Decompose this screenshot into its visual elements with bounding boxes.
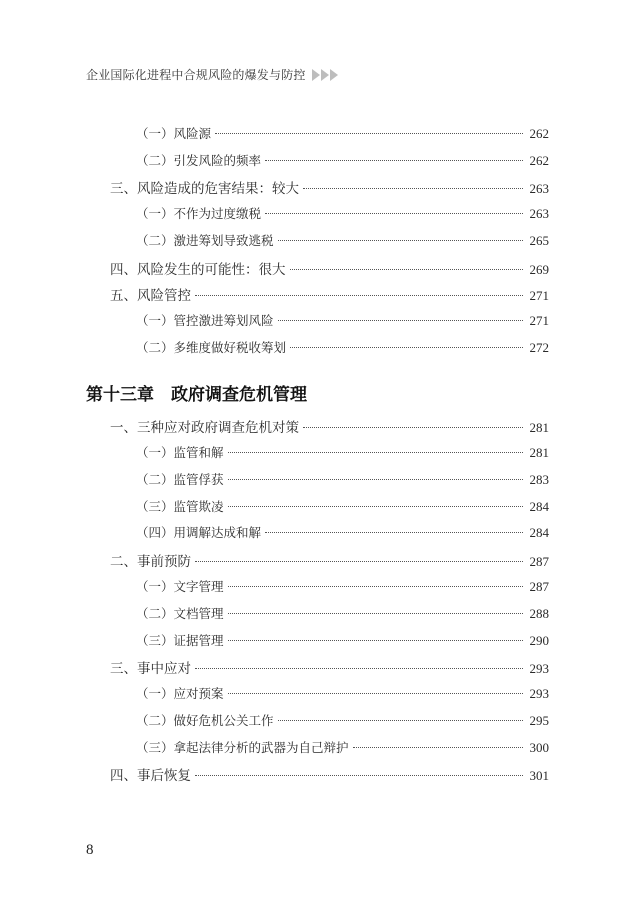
dot-leader (195, 668, 523, 669)
toc-entry[interactable] (136, 523, 549, 541)
toc-entry-label: （三）监管欺凌 (136, 499, 224, 514)
toc-entry-label: （二）做好危机公关工作 (136, 713, 274, 728)
dot-leader (195, 561, 523, 562)
toc-entry-label: 四、事后恢复 (110, 768, 191, 784)
toc-entry[interactable] (110, 177, 549, 197)
toc-entry[interactable] (136, 338, 549, 356)
toc-entry-label: （二）监管俘获 (136, 472, 224, 487)
toc-entry[interactable] (136, 443, 549, 461)
toc-entry[interactable] (136, 631, 549, 649)
toc-entry-page: 290 (529, 633, 549, 648)
dot-leader (278, 320, 523, 321)
toc-entry-page: 287 (529, 579, 549, 594)
toc-entry[interactable] (136, 124, 549, 142)
toc-entry-page: 271 (529, 288, 549, 303)
dot-leader (228, 506, 523, 507)
toc-entry[interactable] (136, 738, 549, 756)
dot-leader (278, 720, 523, 721)
page-number: 8 (86, 842, 94, 858)
toc-entry[interactable] (136, 577, 549, 595)
toc-entry-label: （二）文档管理 (136, 606, 224, 621)
toc-entry[interactable] (136, 711, 549, 729)
toc-entry-label: （三）拿起法律分析的武器为自己辩护 (136, 740, 349, 755)
toc-entry-page: 288 (529, 606, 549, 621)
toc-entry-label: 四、风险发生的可能性：很大 (110, 262, 286, 278)
toc-entry-page: 263 (529, 181, 549, 196)
toc-entry[interactable] (110, 258, 549, 278)
toc-entry-label: 二、事前预防 (110, 554, 191, 570)
toc-entry-page: 301 (529, 768, 549, 783)
toc-entry-page: 263 (529, 206, 549, 221)
dot-leader (195, 295, 523, 296)
toc-entry-page: 281 (529, 420, 549, 435)
dot-leader (228, 640, 523, 641)
toc-entry-label: （二）激进筹划导致逃税 (136, 233, 274, 248)
dot-leader (228, 613, 523, 614)
dot-leader (195, 775, 523, 776)
toc-entry-page: 287 (529, 554, 549, 569)
dot-leader (228, 586, 523, 587)
dot-leader (303, 188, 523, 189)
toc-entry-label: （一）文字管理 (136, 579, 224, 594)
dot-leader (278, 240, 523, 241)
toc-entry-label: （一）监管和解 (136, 445, 224, 460)
toc-entry-page: 283 (529, 472, 549, 487)
toc-entry[interactable] (110, 657, 549, 677)
toc-entry-page: 284 (529, 499, 549, 514)
toc-entry-page: 293 (529, 661, 549, 676)
arrow-ornament-icon (312, 69, 338, 81)
toc-entry[interactable] (136, 497, 549, 515)
toc-entry-page: 281 (529, 445, 549, 460)
dot-leader (353, 747, 523, 748)
toc-entry[interactable] (110, 764, 549, 784)
toc-entry-label: （二）引发风险的频率 (136, 153, 262, 168)
toc-entry-label: （一）不作为过度缴税 (136, 206, 262, 221)
toc-entry[interactable] (136, 684, 549, 702)
toc-entry-page: 271 (529, 313, 549, 328)
toc-entry-label: 五、风险管控 (110, 288, 191, 304)
dot-leader (265, 160, 523, 161)
toc-entry-page: 293 (529, 686, 549, 701)
toc-entry-label: （一）管控激进筹划风险 (136, 313, 274, 328)
running-title: 企业国际化进程中合规风险的爆发与防控 (86, 68, 306, 82)
dot-leader (228, 479, 523, 480)
toc-entry-label: （一）应对预案 (136, 686, 224, 701)
toc-entry-page: 300 (529, 740, 549, 755)
toc-entry[interactable] (136, 470, 549, 488)
toc-entry[interactable] (136, 311, 549, 329)
toc-entry-label: 一、三种应对政府调查危机对策 (110, 420, 299, 436)
dot-leader (290, 347, 523, 348)
toc-entry-label: （四）用调解达成和解 (136, 525, 262, 540)
toc-entry-label: 三、风险造成的危害结果：较大 (110, 181, 299, 197)
dot-leader (303, 427, 523, 428)
toc-entry[interactable] (110, 284, 549, 304)
toc-entry[interactable] (136, 604, 549, 622)
toc-entry[interactable] (110, 550, 549, 570)
toc-entry-page: 262 (529, 153, 549, 168)
dot-leader (228, 452, 523, 453)
dot-leader (215, 133, 523, 134)
chapter-heading[interactable]: 第十三章 政府调查危机管理 (86, 385, 307, 405)
dot-leader (228, 693, 523, 694)
toc-entry[interactable] (110, 416, 549, 436)
toc-entry-label: （一）风险源 (136, 126, 212, 141)
toc-entry-page: 269 (529, 262, 549, 277)
toc-entry-page: 265 (529, 233, 549, 248)
toc-entry-page: 295 (529, 713, 549, 728)
toc-entry-label: （二）多维度做好税收筹划 (136, 340, 287, 355)
dot-leader (290, 269, 524, 270)
running-header (86, 66, 338, 83)
toc-entry[interactable] (136, 204, 549, 222)
dot-leader (265, 532, 523, 533)
toc-entry-page: 284 (529, 525, 549, 540)
toc-entry-page: 262 (529, 126, 549, 141)
toc-entry-label: 三、事中应对 (110, 661, 191, 677)
toc-entry[interactable] (136, 151, 549, 169)
toc-entry-page: 272 (529, 340, 549, 355)
dot-leader (265, 213, 523, 214)
toc-entry[interactable] (136, 231, 549, 249)
toc-entry-label: （三）证据管理 (136, 633, 224, 648)
